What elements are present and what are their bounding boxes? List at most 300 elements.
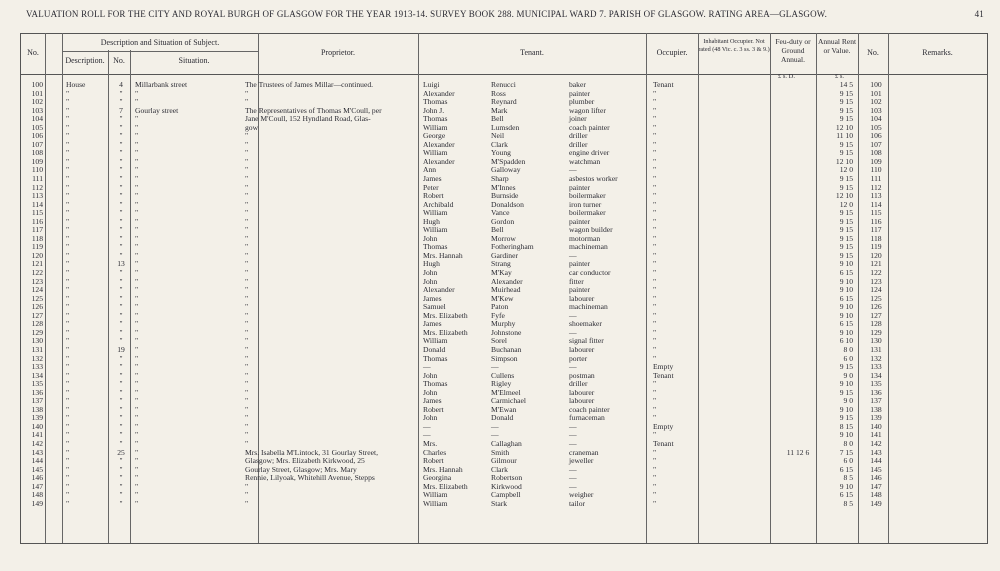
row-number-right: 108 xyxy=(870,148,882,158)
situation-cell: " xyxy=(135,191,139,201)
proprietor-cell: " xyxy=(245,293,249,303)
occupier-cell: " xyxy=(653,473,657,483)
tenant-surname-cell: M'Spadden xyxy=(491,156,526,166)
row-number: 140 xyxy=(31,421,43,431)
row-number-right: 133 xyxy=(870,362,882,372)
annual-rent-cell: 9 15 xyxy=(839,148,853,158)
tenant-first-name-cell: Archibald xyxy=(423,199,454,209)
street-number-cell: " xyxy=(119,421,123,431)
street-number-cell: " xyxy=(119,430,123,440)
situation-cell: " xyxy=(135,319,139,329)
situation-cell: " xyxy=(135,353,139,363)
proprietor-cell: Rennie, Lilyoak, Whitehill Avenue, Stepps xyxy=(245,473,375,483)
proprietor-cell: " xyxy=(245,370,249,380)
row-number-right: 148 xyxy=(870,490,882,500)
occupier-cell: " xyxy=(653,447,657,457)
proprietor-cell: " xyxy=(245,233,249,243)
annual-rent-cell: 9 10 xyxy=(839,430,853,440)
description-cell: " xyxy=(66,88,70,98)
proprietor-cell: " xyxy=(245,481,249,491)
table-row xyxy=(21,500,987,509)
tenant-surname-cell: Renucci xyxy=(491,80,516,89)
header-situation: Situation. xyxy=(178,56,210,65)
tenant-surname-cell: Carmichael xyxy=(491,396,526,406)
description-cell: " xyxy=(66,430,70,440)
description-cell: " xyxy=(66,481,70,491)
occupation-cell: painter xyxy=(569,182,591,192)
proprietor-cell: " xyxy=(245,404,249,414)
row-number: 147 xyxy=(31,481,43,491)
occupier-cell: " xyxy=(653,97,657,107)
description-cell: " xyxy=(66,353,70,363)
tenant-surname-cell: Cullens xyxy=(491,370,515,380)
table-body xyxy=(21,81,987,508)
rent-units: £ s. xyxy=(835,73,845,80)
row-number: 102 xyxy=(31,97,43,107)
tenant-first-name-cell: Peter xyxy=(423,182,439,192)
description-cell: " xyxy=(66,293,70,303)
occupier-cell: " xyxy=(653,413,657,423)
description-cell: " xyxy=(66,165,70,175)
row-number: 149 xyxy=(31,498,43,508)
situation-cell: " xyxy=(135,242,139,252)
tenant-surname-cell: Ross xyxy=(491,88,506,98)
situation-cell: " xyxy=(135,233,139,243)
row-number-right: 142 xyxy=(870,438,882,448)
row-number: 146 xyxy=(31,473,43,483)
description-cell: " xyxy=(66,259,70,269)
description-cell: " xyxy=(66,362,70,372)
occupation-cell: — xyxy=(569,327,577,337)
row-number: 132 xyxy=(31,353,43,363)
tenant-first-name-cell: Hugh xyxy=(423,216,440,226)
row-number: 126 xyxy=(31,302,43,312)
street-number-cell: " xyxy=(119,97,123,107)
proprietor-cell: " xyxy=(245,379,249,389)
occupier-cell: " xyxy=(653,481,657,491)
tenant-surname-cell: Clark xyxy=(491,139,508,149)
street-number-cell: " xyxy=(119,122,123,132)
header-desc-group: Description and Situation of Subject. xyxy=(100,38,220,47)
row-number-right: 135 xyxy=(870,379,882,389)
street-number-cell: " xyxy=(119,225,123,235)
situation-cell: Millarbank street xyxy=(135,80,188,89)
annual-rent-cell: 6 15 xyxy=(839,268,853,278)
situation-cell: " xyxy=(135,199,139,209)
occupation-cell: jeweller xyxy=(569,456,594,466)
tenant-surname-cell: Donald xyxy=(491,413,514,423)
row-number: 123 xyxy=(31,276,43,286)
header-subdivider xyxy=(62,51,258,52)
street-number-cell: " xyxy=(119,156,123,166)
street-number-cell: " xyxy=(119,327,123,337)
header-description: Description. xyxy=(65,56,105,65)
proprietor-cell: " xyxy=(245,242,249,252)
street-number-cell: 19 xyxy=(117,344,125,354)
row-number-right: 124 xyxy=(870,285,882,295)
occupation-cell: — xyxy=(569,481,577,491)
annual-rent-cell: 12 0 xyxy=(839,165,853,175)
description-cell: " xyxy=(66,131,70,141)
row-number: 118 xyxy=(31,233,43,243)
description-cell: " xyxy=(66,242,70,252)
row-number-right: 131 xyxy=(870,344,882,354)
tenant-first-name-cell: — xyxy=(423,430,431,440)
occupation-cell: joiner xyxy=(569,114,587,124)
annual-rent-cell: 8 5 xyxy=(843,498,853,508)
row-number: 135 xyxy=(31,379,43,389)
situation-cell: " xyxy=(135,370,139,380)
occupier-cell: " xyxy=(653,327,657,337)
header-number: No. xyxy=(113,56,125,65)
row-number-right: 110 xyxy=(870,165,882,175)
occupation-cell: shoemaker xyxy=(569,319,602,329)
street-number-cell: " xyxy=(119,404,123,414)
street-number-cell: " xyxy=(119,310,123,320)
tenant-first-name-cell: Mrs. Elizabeth xyxy=(423,481,468,491)
occupation-cell: — xyxy=(569,362,577,372)
situation-cell: " xyxy=(135,387,139,397)
occupier-cell: " xyxy=(653,259,657,269)
occupier-cell: " xyxy=(653,250,657,260)
tenant-surname-cell: Sharp xyxy=(491,174,509,184)
situation-cell: " xyxy=(135,404,139,414)
annual-rent-cell: 12 10 xyxy=(835,122,853,132)
occupier-cell: " xyxy=(653,464,657,474)
street-number-cell: " xyxy=(119,396,123,406)
annual-rent-cell: 9 15 xyxy=(839,97,853,107)
situation-cell: " xyxy=(135,285,139,295)
row-number-right: 128 xyxy=(870,319,882,329)
street-number-cell: " xyxy=(119,165,123,175)
occupation-cell: — xyxy=(569,438,577,448)
street-number-cell: " xyxy=(119,362,123,372)
occupation-cell: — xyxy=(569,430,577,440)
tenant-first-name-cell: William xyxy=(423,336,448,346)
occupation-cell: car conductor xyxy=(569,268,611,278)
annual-rent-cell: 9 15 xyxy=(839,114,853,124)
description-cell: " xyxy=(66,473,70,483)
row-number: 141 xyxy=(31,430,43,440)
occupier-cell: " xyxy=(653,225,657,235)
proprietor-cell: " xyxy=(245,310,249,320)
tenant-first-name-cell: Georgina xyxy=(423,473,452,483)
tenant-first-name-cell: William xyxy=(423,148,448,158)
tenant-first-name-cell: John xyxy=(423,233,438,243)
annual-rent-cell: 9 0 xyxy=(843,370,853,380)
occupier-cell: " xyxy=(653,242,657,252)
situation-cell: " xyxy=(135,182,139,192)
occupier-cell: " xyxy=(653,156,657,166)
row-number-right: 106 xyxy=(870,131,882,141)
annual-rent-cell: 8 5 xyxy=(843,473,853,483)
description-cell: " xyxy=(66,498,70,508)
tenant-first-name-cell: James xyxy=(423,396,442,406)
tenant-first-name-cell: Robert xyxy=(423,404,444,414)
row-number: 128 xyxy=(31,319,43,329)
proprietor-cell: " xyxy=(245,276,249,286)
occupation-cell: craneman xyxy=(569,447,599,457)
tenant-first-name-cell: John xyxy=(423,387,438,397)
street-number-cell: " xyxy=(119,114,123,124)
row-number: 110 xyxy=(31,165,43,175)
tenant-surname-cell: Bell xyxy=(491,225,504,235)
proprietor-cell: " xyxy=(245,250,249,260)
occupier-cell: " xyxy=(653,276,657,286)
occupier-cell: " xyxy=(653,285,657,295)
description-cell: " xyxy=(66,379,70,389)
row-number: 115 xyxy=(31,208,43,218)
annual-rent-cell: 9 10 xyxy=(839,327,853,337)
row-number-right: 143 xyxy=(870,447,882,457)
tenant-first-name-cell: John xyxy=(423,276,438,286)
occupier-cell: Empty xyxy=(653,421,674,431)
tenant-surname-cell: Buchanan xyxy=(491,344,522,354)
row-number-right: 132 xyxy=(870,353,882,363)
proprietor-cell: Mrs. Isabella M'Lintock, 31 Gourlay Street, xyxy=(245,447,378,457)
situation-cell: " xyxy=(135,122,139,132)
occupier-cell: Tenant xyxy=(653,80,674,89)
street-number-cell: " xyxy=(119,413,123,423)
row-number: 124 xyxy=(31,285,43,295)
occupier-cell: " xyxy=(653,379,657,389)
occupation-cell: coach painter xyxy=(569,122,610,132)
situation-cell: " xyxy=(135,259,139,269)
description-cell: " xyxy=(66,268,70,278)
description-cell: " xyxy=(66,148,70,158)
row-number-right: 136 xyxy=(870,387,882,397)
description-cell: " xyxy=(66,302,70,312)
occupation-cell: baker xyxy=(569,80,586,89)
street-number-cell: " xyxy=(119,319,123,329)
occupier-cell: " xyxy=(653,387,657,397)
valuation-table xyxy=(20,33,988,544)
tenant-surname-cell: Simpson xyxy=(491,353,518,363)
description-cell: " xyxy=(66,413,70,423)
street-number-cell: " xyxy=(119,336,123,346)
tenant-first-name-cell: Luigi xyxy=(423,80,440,89)
row-number-right: 112 xyxy=(870,182,882,192)
annual-rent-cell: 6 10 xyxy=(839,336,853,346)
header-rent: Annual Rent or Value. xyxy=(817,37,857,55)
row-number-right: 100 xyxy=(870,80,882,89)
street-number-cell: " xyxy=(119,438,123,448)
situation-cell: " xyxy=(135,268,139,278)
row-number: 101 xyxy=(31,88,43,98)
tenant-surname-cell: Burnside xyxy=(491,191,519,201)
occupation-cell: labourer xyxy=(569,387,595,397)
street-number-cell: 13 xyxy=(117,259,125,269)
annual-rent-cell: 12 10 xyxy=(835,156,853,166)
row-number: 148 xyxy=(31,490,43,500)
occupation-cell: watchman xyxy=(569,156,601,166)
proprietor-cell: Glasgow; Mrs. Elizabeth Kirkwood, 25 xyxy=(245,456,365,466)
tenant-surname-cell: M'Elmeel xyxy=(491,387,521,397)
row-number: 143 xyxy=(31,447,43,457)
row-number-right: 138 xyxy=(870,404,882,414)
occupation-cell: boilermaker xyxy=(569,191,606,201)
description-cell: " xyxy=(66,199,70,209)
row-number-right: 146 xyxy=(870,473,882,483)
page-header xyxy=(26,9,984,23)
tenant-first-name-cell: James xyxy=(423,293,442,303)
occupier-cell: " xyxy=(653,174,657,184)
description-cell: " xyxy=(66,387,70,397)
street-number-cell: " xyxy=(119,131,123,141)
tenant-first-name-cell: Alexander xyxy=(423,156,455,166)
annual-rent-cell: 11 10 xyxy=(836,131,853,141)
tenant-surname-cell: Morrow xyxy=(491,233,516,243)
page-title: VALUATION ROLL FOR THE CITY AND ROYAL BURGH OF GLASGOW FOR THE YEAR 1913-14. SURVEY BOOK 288. MUNICIPAL WARD 7. PARISH OF GLASGOW. RATING AREA—GLASGOW. xyxy=(26,9,828,19)
tenant-surname-cell: Stark xyxy=(491,498,508,508)
occupier-cell: " xyxy=(653,498,657,508)
street-number-cell: " xyxy=(119,481,123,491)
occupation-cell: — xyxy=(569,421,577,431)
street-number-cell: " xyxy=(119,353,123,363)
tenant-first-name-cell: Robert xyxy=(423,456,444,466)
header-no2: No. xyxy=(867,48,879,57)
row-number: 105 xyxy=(31,122,43,132)
row-number-right: 109 xyxy=(870,156,882,166)
header-occupier: Occupier. xyxy=(656,48,688,57)
row-number: 108 xyxy=(31,148,43,158)
situation-cell: " xyxy=(135,498,139,508)
proprietor-cell: " xyxy=(245,182,249,192)
occupation-cell: — xyxy=(569,250,577,260)
description-cell: " xyxy=(66,336,70,346)
feu-duty-cell: 11 12 6 xyxy=(786,447,810,457)
situation-cell: " xyxy=(135,438,139,448)
street-number-cell: " xyxy=(119,473,123,483)
row-number-right: 130 xyxy=(870,336,882,346)
street-number-cell: " xyxy=(119,199,123,209)
occupation-cell: painter xyxy=(569,216,591,226)
description-cell: " xyxy=(66,139,70,149)
tenant-first-name-cell: Mrs. Elizabeth xyxy=(423,310,468,320)
street-number-cell: 7 xyxy=(119,105,123,115)
proprietor-cell: " xyxy=(245,438,249,448)
row-number: 119 xyxy=(31,242,43,252)
annual-rent-cell: 9 10 xyxy=(839,276,853,286)
proprietor-cell: The Representatives of Thomas M'Coull, per xyxy=(245,105,382,115)
tenant-first-name-cell: James xyxy=(423,174,442,184)
row-number: 122 xyxy=(31,268,43,278)
tenant-surname-cell: Paton xyxy=(491,302,509,312)
situation-cell: " xyxy=(135,114,139,124)
situation-cell: " xyxy=(135,139,139,149)
occupier-cell: " xyxy=(653,191,657,201)
proprietor-cell: " xyxy=(245,97,249,107)
occupier-cell: " xyxy=(653,490,657,500)
tenant-first-name-cell: William xyxy=(423,208,448,218)
occupier-cell: " xyxy=(653,199,657,209)
street-number-cell: " xyxy=(119,88,123,98)
proprietor-cell: " xyxy=(245,498,249,508)
tenant-first-name-cell: Mrs. Hannah xyxy=(423,250,463,260)
description-cell: " xyxy=(66,105,70,115)
annual-rent-cell: 12 10 xyxy=(835,191,853,201)
annual-rent-cell: 9 15 xyxy=(839,174,853,184)
tenant-surname-cell: Gordon xyxy=(491,216,515,226)
tenant-surname-cell: Clark xyxy=(491,464,508,474)
occupier-cell: " xyxy=(653,148,657,158)
tenant-surname-cell: Reynard xyxy=(491,97,517,107)
street-number-cell: " xyxy=(119,174,123,184)
street-number-cell: " xyxy=(119,302,123,312)
occupation-cell: fitter xyxy=(569,276,584,286)
proprietor-cell: " xyxy=(245,88,249,98)
description-cell: " xyxy=(66,233,70,243)
occupation-cell: iron turner xyxy=(569,199,602,209)
proprietor-cell: " xyxy=(245,413,249,423)
description-cell: " xyxy=(66,456,70,466)
occupier-cell: " xyxy=(653,336,657,346)
header-feu: Feu-duty or Ground Annual. xyxy=(775,37,811,64)
street-number-cell: 4 xyxy=(119,80,123,89)
row-number: 116 xyxy=(31,216,43,226)
description-cell: " xyxy=(66,191,70,201)
situation-cell: " xyxy=(135,344,139,354)
street-number-cell: " xyxy=(119,233,123,243)
proprietor-cell: Gourlay Street, Glasgow; Mrs. Mary xyxy=(245,464,357,474)
street-number-cell: " xyxy=(119,191,123,201)
occupier-cell: " xyxy=(653,396,657,406)
row-number-right: 111 xyxy=(870,174,882,184)
proprietor-cell: Jane M'Coull, 152 Hyndland Road, Glas- xyxy=(245,114,371,124)
header-tenant: Tenant. xyxy=(520,48,544,57)
tenant-first-name-cell: Samuel xyxy=(423,302,446,312)
tenant-surname-cell: — xyxy=(491,362,499,372)
tenant-surname-cell: M'Innes xyxy=(491,182,516,192)
row-number: 100 xyxy=(31,80,43,89)
tenant-surname-cell: Muirhead xyxy=(491,285,521,295)
annual-rent-cell: 9 10 xyxy=(839,481,853,491)
proprietor-cell: " xyxy=(245,131,249,141)
street-number-cell: " xyxy=(119,387,123,397)
tenant-first-name-cell: Alexander xyxy=(423,285,455,295)
annual-rent-cell: 14 5 xyxy=(839,80,853,89)
annual-rent-cell: 9 10 xyxy=(839,379,853,389)
annual-rent-cell: 6 0 xyxy=(843,353,853,363)
situation-cell: " xyxy=(135,302,139,312)
proprietor-cell: " xyxy=(245,430,249,440)
street-number-cell: " xyxy=(119,242,123,252)
street-number-cell: " xyxy=(119,379,123,389)
proprietor-cell: " xyxy=(245,319,249,329)
situation-cell: " xyxy=(135,490,139,500)
occupier-cell: Empty xyxy=(653,362,674,372)
occupation-cell: weigher xyxy=(569,490,594,500)
row-number-right: 125 xyxy=(870,293,882,303)
proprietor-cell: " xyxy=(245,344,249,354)
tenant-surname-cell: Gilmour xyxy=(491,456,517,466)
occupation-cell: signal fitter xyxy=(569,336,604,346)
row-number: 106 xyxy=(31,131,43,141)
annual-rent-cell: 9 15 xyxy=(839,88,853,98)
occupier-cell: " xyxy=(653,122,657,132)
occupation-cell: tailor xyxy=(569,498,586,508)
proprietor-cell: gow xyxy=(245,122,259,132)
street-number-cell: " xyxy=(119,182,123,192)
situation-cell: " xyxy=(135,447,139,457)
tenant-surname-cell: Gardiner xyxy=(491,250,518,260)
proprietor-cell: The Trustees of James Millar—continued. xyxy=(245,80,374,89)
annual-rent-cell: 6 15 xyxy=(839,319,853,329)
tenant-surname-cell: Fotheringham xyxy=(491,242,534,252)
tenant-first-name-cell: John J. xyxy=(423,105,445,115)
description-cell: " xyxy=(66,310,70,320)
occupier-cell: " xyxy=(653,319,657,329)
